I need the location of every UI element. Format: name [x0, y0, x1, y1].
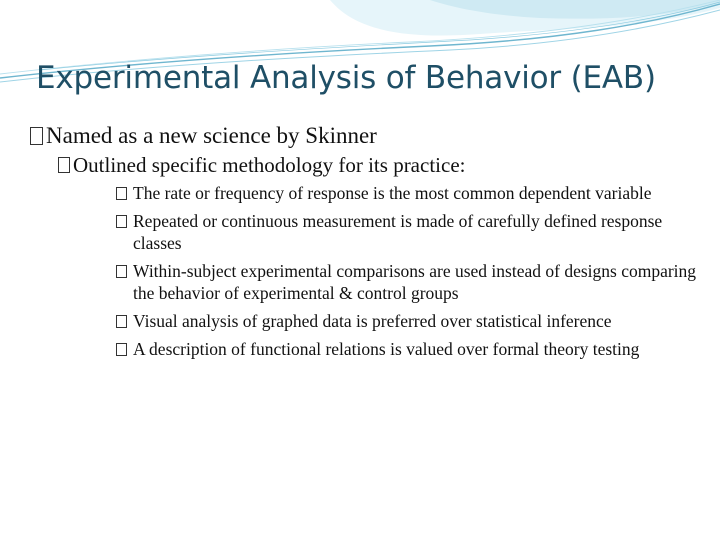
bullet-level3-item [116, 182, 700, 204]
missing-glyph-box-icon [116, 265, 127, 278]
missing-glyph-box-icon [116, 315, 127, 328]
missing-glyph-box-icon [58, 157, 70, 173]
slide-title: Experimental Analysis of Behavior (EAB) [36, 60, 656, 96]
missing-glyph-box-icon [116, 187, 127, 200]
bullet-content [30, 122, 700, 366]
bullet-level1-text: Named as a new science by Skinner [46, 123, 377, 148]
bullet-level3-item [116, 338, 700, 360]
bullet-level3-text: Visual analysis of graphed data is preferred over statistical inference [133, 311, 612, 331]
bullet-level1 [30, 122, 700, 150]
missing-glyph-box-icon [30, 127, 43, 145]
missing-glyph-box-icon [116, 343, 127, 356]
bullet-level2 [58, 152, 700, 178]
bullet-level3-text: A description of functional relations is valued over formal theory testing [133, 339, 640, 359]
bullet-level3-text: Repeated or continuous measurement is made of carefully defined response classes [133, 211, 663, 253]
missing-glyph-box-icon [116, 215, 127, 228]
bullet-level2-text: Outlined specific methodology for its practice: [73, 153, 466, 177]
bullet-level3-item [116, 210, 700, 254]
bullet-level3-item [116, 310, 700, 332]
bullet-level3-text: Within-subject experimental comparisons are used instead of designs comparing the behavior of experimental & control groups [133, 261, 697, 303]
bullet-level3-item [116, 260, 700, 304]
bullet-level3-text: The rate or frequency of response is the most common dependent variable [133, 183, 652, 203]
